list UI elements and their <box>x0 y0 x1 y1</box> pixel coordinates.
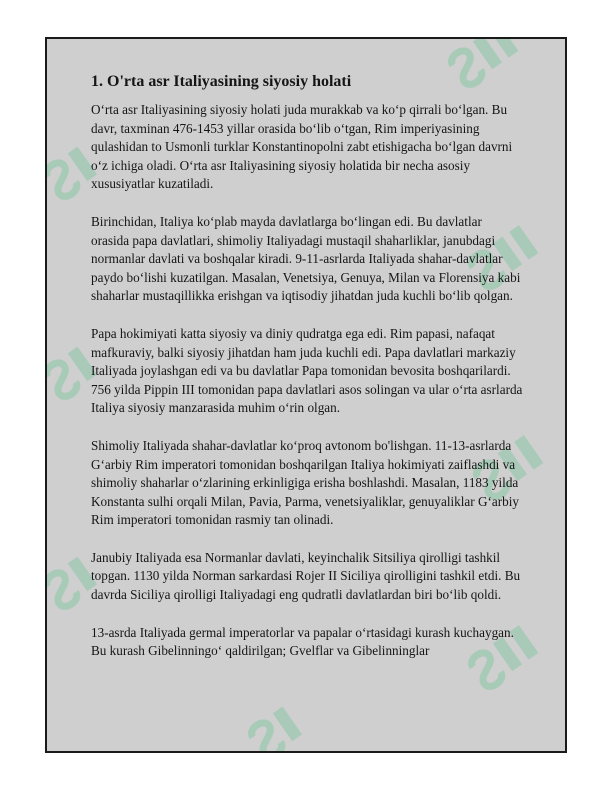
paragraph-5: Janubiy Italiyada esa Normanlar davlati, keyinchalik Sitsiliya qirolligi tashkil topgan. 1130 yilda Norman sarkardasi Rojer II Siciliya qirolligini tashkil etdi. Bu davrda Siciliya qirolligi Italiyadagi eng qudratli davlatlardan biri bo‘lib qoldi. <box>91 549 521 603</box>
paragraph-1: O‘rta asr Italiyasining siyosiy holati juda murakkab va ko‘p qirrali bo‘lgan. Bu davr, taxminan 476-1453 yillar orasida bo‘lib o‘tgan, Rim imperiyasining qulashidan to Usmonli turklar Konstantinopolni zabt etishigacha bo‘lgan davrni o‘z ichiga oladi. O‘rta asr Italiyasining siyosiy holatida bir necha asosiy xususiyatlar kuzatiladi. <box>91 102 513 192</box>
document-body <box>91 72 523 680</box>
paragraph-4: Shimoliy Italiyada shahar-davlatlar ko‘proq avtonom bo'lishgan. 11-13-asrlarda G‘arbiy Rim imperatori tomonidan boshqarilgan Italiya hokimiyati zaiflashdi va shimoliy shaharlar o‘zlarining erkinligiga erisha boshlashdi. Masalan, 1183 yilda Konstanta sulhi orqali Milan, Pavia, Parma, venetsiyaliklar, genuyaliklar G‘arbiy Rim imperatori tomonidan rasmiy tan olinadi. <box>91 437 519 528</box>
paragraph-2: Birinchidan, Italiya ko‘plab mayda davlatlarga bo‘lingan edi. Bu davlatlar orasida papa davlatlari, shimoliy Italiyadagi mustaqil shaharliklar, janubdagi normanlar davlati va boshqalar kiradi. 9-11-asrlarda Italiyada shahar-davlatlar paydo bo‘lishi kuzatilgan. Masalan, Venetsiya, Genuya, Milan va Florensiya kabi shaharlar mustaqillikka erishgan va iqtisodiy jihatdan juda kuchli bo‘lib qolgan. <box>91 213 521 304</box>
section-heading: 1. O'rta asr Italiyasining siyosiy holati <box>91 73 352 90</box>
paragraph-6: 13-asrda Italiyada germal imperatorlar va papalar o‘rtasidagi kurash kuchaygan. Bu kurash Gibelinningo‘ qaldirilgan; Gvelflar va Gibelinninglar <box>91 624 514 659</box>
paragraph-3: Papa hokimiyati katta siyosiy va diniy qudratga ega edi. Rim papasi, nafaqat mafkuraviy, balki siyosiy jihatdan ham juda kuchli edi. Papa davlatlari markaziy Italiyada joylashgan edi va bu davlatlar Papa tomonidan bevosita boshqarilardi. 756 yilda Pippin III tomonidan papa davlatlari asos solingan va ular o‘rta asrlarda Italiya siyosiy manzarasida muhim o‘rin olgan. <box>91 325 523 416</box>
document-page <box>45 37 567 753</box>
